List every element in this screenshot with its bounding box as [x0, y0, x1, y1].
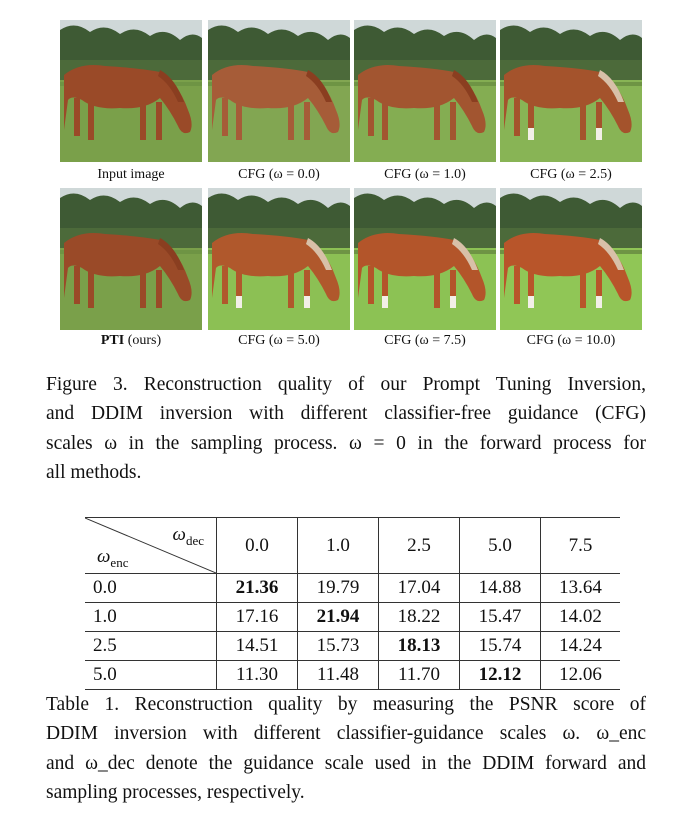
- psnr-cell: 18.22: [379, 603, 460, 632]
- caption-line: and ω_dec denote the guidance scale used in the DDIM forward and: [46, 752, 646, 774]
- psnr-cell: 15.47: [460, 603, 541, 632]
- horse-image-panel: [354, 20, 496, 162]
- horse-image-panel: [354, 188, 496, 330]
- column-header: 2.5: [379, 518, 460, 574]
- psnr-cell-best: [379, 632, 460, 661]
- encoder-scale-label: $\omega_{enc}$: [97, 546, 129, 570]
- panel-caption: [496, 167, 646, 183]
- panel-caption: [56, 333, 206, 349]
- method-name: PTI: [100, 333, 125, 348]
- horse-image-panel: [60, 20, 202, 162]
- table-row: [85, 603, 620, 632]
- psnr-cell: 14.88: [460, 574, 541, 603]
- table-row: [85, 574, 620, 603]
- psnr-cell: 11.48: [298, 661, 379, 690]
- psnr-cell: 14.02: [541, 603, 621, 632]
- panel-caption: [56, 167, 206, 183]
- caption-text: Input image: [97, 167, 165, 182]
- horse-image-panel: [500, 20, 642, 162]
- psnr-cell: 15.74: [460, 632, 541, 661]
- caption-line: Table 1. Reconstruction quality by measuring the PSNR score of: [46, 694, 646, 715]
- caption-line: all methods.: [46, 461, 142, 483]
- caption-text: CFG (ω = 2.5): [530, 167, 612, 182]
- caption-text: (ours): [124, 333, 162, 348]
- horse-image-panel: [208, 188, 350, 330]
- row-label: 0.0: [85, 574, 217, 603]
- panel-caption: [204, 167, 354, 183]
- table-row: [85, 632, 620, 661]
- decoder-scale-label: $\omega_{dec}$: [172, 524, 204, 548]
- psnr-cell-best: [217, 574, 298, 603]
- psnr-cell: 13.64: [541, 574, 621, 603]
- caption-text: CFG (ω = 7.5): [384, 333, 466, 348]
- psnr-cell-best: [298, 603, 379, 632]
- caption-line: scales ω in the sampling process. ω = 0 in the forward process for: [46, 432, 646, 454]
- caption-line: and DDIM inversion with different classifier-free guidance (CFG): [46, 403, 646, 425]
- panel-caption: [204, 333, 354, 349]
- caption-line: Figure 3. Reconstruction quality of our Prompt Tuning Inversion,: [46, 374, 646, 395]
- caption-text: CFG (ω = 1.0): [384, 167, 466, 182]
- psnr-value: 18.13: [397, 635, 441, 656]
- horse-image-panel: [208, 20, 350, 162]
- caption-text: CFG (ω = 10.0): [526, 333, 616, 348]
- psnr-cell-best: [460, 661, 541, 690]
- psnr-table: [85, 517, 620, 690]
- panel-caption: [350, 167, 500, 183]
- row-label: 1.0: [85, 603, 217, 632]
- caption-text: CFG (ω = 0.0): [238, 167, 320, 182]
- caption-text: CFG (ω = 5.0): [238, 333, 320, 348]
- horse-image-panel: [500, 188, 642, 330]
- psnr-value: 12.12: [478, 664, 522, 685]
- row-label: 2.5: [85, 632, 217, 661]
- column-header: 5.0: [460, 518, 541, 574]
- psnr-cell: 14.51: [217, 632, 298, 661]
- column-header: 1.0: [298, 518, 379, 574]
- panel-caption: [496, 333, 646, 349]
- table-row: [85, 661, 620, 690]
- caption-line: sampling processes, respectively.: [46, 781, 305, 803]
- psnr-cell: 17.16: [217, 603, 298, 632]
- psnr-cell: 12.06: [541, 661, 621, 690]
- table-corner-cell: [85, 518, 217, 574]
- psnr-cell: 15.73: [298, 632, 379, 661]
- psnr-cell: 17.04: [379, 574, 460, 603]
- row-label: 5.0: [85, 661, 217, 690]
- psnr-cell: 11.70: [379, 661, 460, 690]
- horse-image-panel: [60, 188, 202, 330]
- psnr-cell: 19.79: [298, 574, 379, 603]
- psnr-cell: 14.24: [541, 632, 621, 661]
- psnr-value: 21.94: [316, 606, 360, 627]
- caption-line: DDIM inversion with different classifier-guidance scales ω. ω_enc: [46, 723, 646, 745]
- panel-caption: [350, 333, 500, 349]
- column-header: 0.0: [217, 518, 298, 574]
- psnr-value: 21.36: [235, 577, 279, 598]
- psnr-cell: 11.30: [217, 661, 298, 690]
- column-header: 7.5: [541, 518, 621, 574]
